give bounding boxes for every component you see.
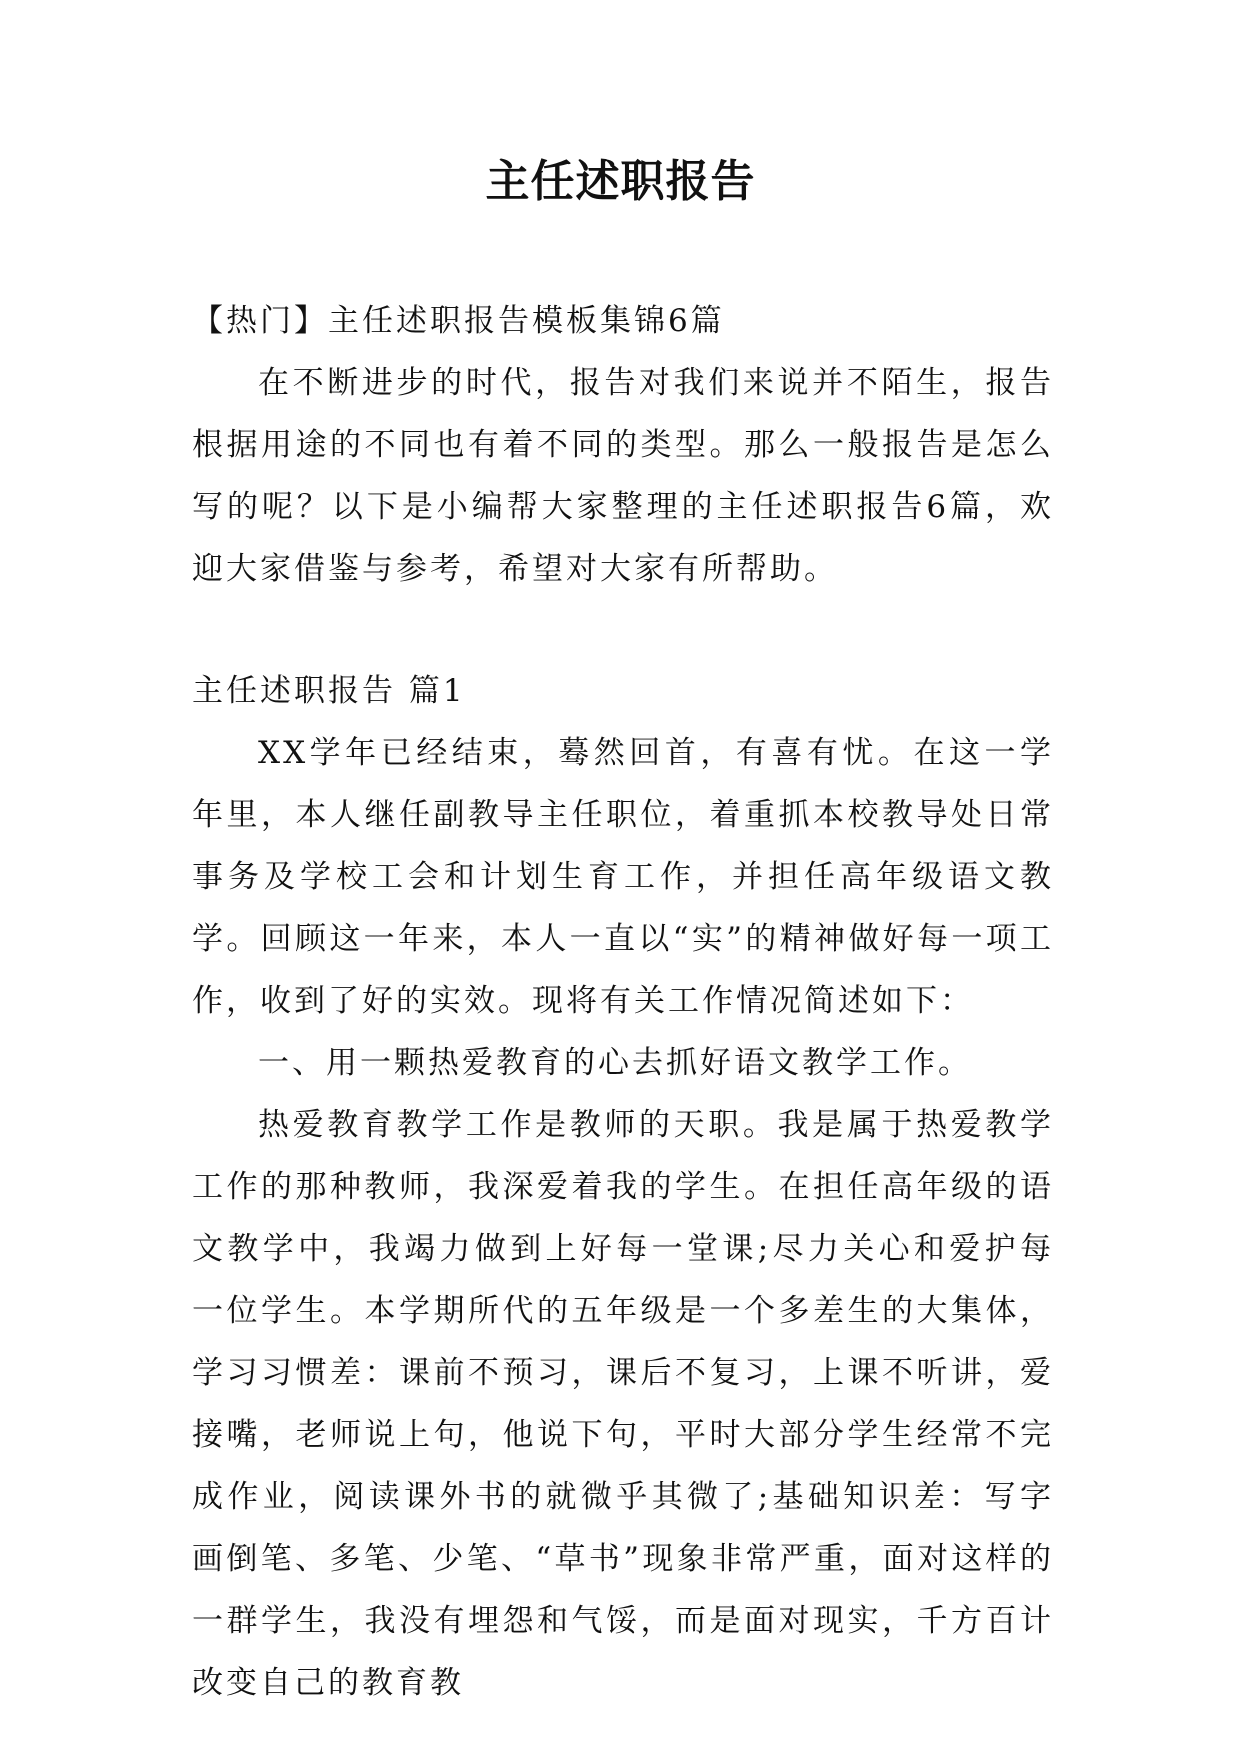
- document-title: 主任述职报告: [485, 156, 756, 207]
- body-paragraph: 一、用一颗热爱教育的心去抓好语文教学工作。: [258, 1045, 972, 1081]
- section-heading: 主任述职报告 篇1: [192, 673, 466, 709]
- body-paragraph: 热爱教育教学工作是教师的天职。我是属于热爱教学工作的那种教师，我深爱着我的学生。在担任高年级的语文教学中，我竭力做到上好每一堂课;尽力关心和爱护每一位学生。本学期所代的五年级是一个多差生的大集体，学习习惯差：课前不预习，课后不复习，上课不听讲，爱接嘴，老师说上句，他说下句，平时大部分学生经常不完成作业，阅读课外书的就微乎其微了;基础知识差：写字画倒笔、多笔、少笔、“草书”现象非常严重，面对这样的一群学生，我没有埋怨和气馁，而是面对现实，千方百计改变自己的教育教: [192, 1107, 1054, 1701]
- intro-paragraph: 在不断进步的时代，报告对我们来说并不陌生，报告根据用途的不同也有着不同的类型。那么一般报告是怎么写的呢？以下是小编帮大家整理的主任述职报告6篇，欢迎大家借鉴与参考，希望对大家有所帮助。: [192, 365, 1054, 587]
- document-subtitle: 【热门】主任述职报告模板集锦6篇: [192, 303, 725, 339]
- document-body: [192, 290, 1054, 1714]
- section-spacer: [192, 600, 1054, 660]
- body-paragraph: XX学年已经结束，蓦然回首，有喜有忧。在这一学年里，本人继任副教导主任职位，着重抓本校教导处日常事务及学校工会和计划生育工作，并担任高年级语文教学。回顾这一年来，本人一直以“实”的精神做好每一项工作，收到了好的实效。现将有关工作情况简述如下：: [192, 735, 1054, 1019]
